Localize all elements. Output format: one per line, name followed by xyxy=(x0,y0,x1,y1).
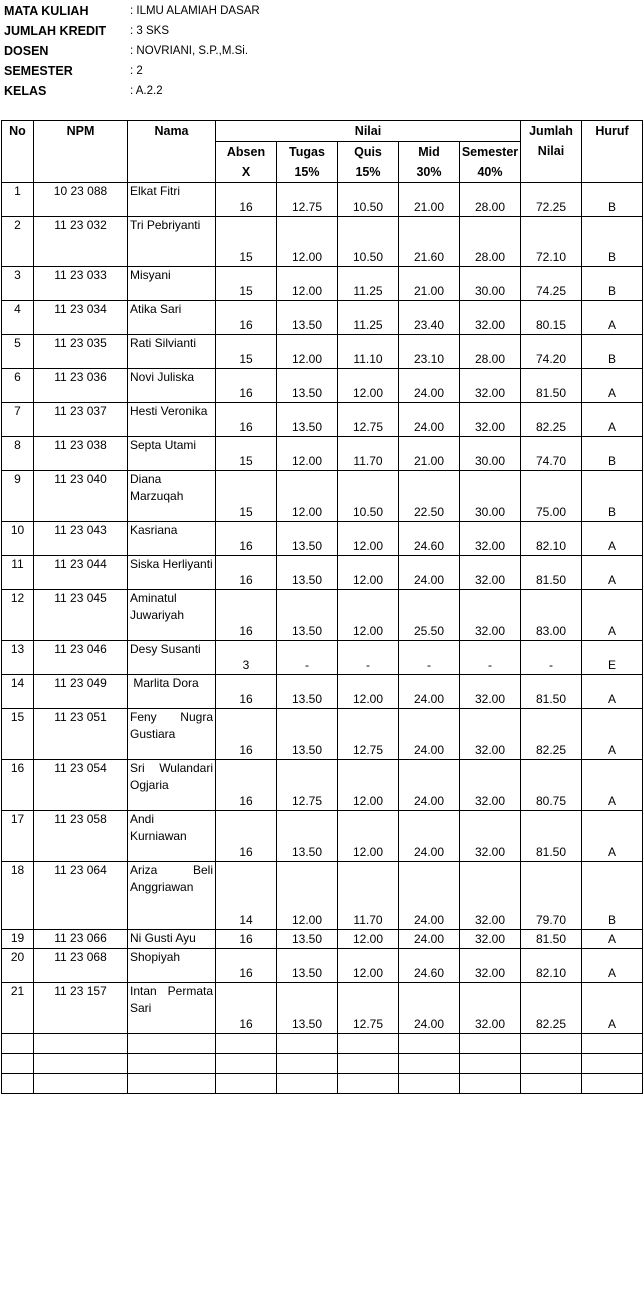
tugas-value: 13.50 xyxy=(277,983,338,1034)
mid-value: 25.50 xyxy=(399,590,460,641)
tugas-value: 13.50 xyxy=(277,949,338,983)
huruf-value: A xyxy=(582,556,643,590)
tugas-value: 13.50 xyxy=(277,930,338,949)
jumlah-nilai-value: 81.50 xyxy=(521,811,582,862)
info-value: : A.2.2 xyxy=(130,85,163,97)
tugas-value: 13.50 xyxy=(277,522,338,556)
row-number: 4 xyxy=(2,301,34,335)
absen-value: 15 xyxy=(216,437,277,471)
header-line: Absen xyxy=(226,145,266,159)
quis-value: 11.70 xyxy=(338,437,399,471)
npm-cell: 11 23 034 xyxy=(34,301,128,335)
student-name: Aminatul Juwariyah xyxy=(128,590,216,641)
table-row xyxy=(2,675,643,709)
grade-rows xyxy=(2,183,643,1094)
student-name: Ni Gusti Ayu xyxy=(128,930,216,949)
semester-value: 32.00 xyxy=(460,522,521,556)
tugas-value: 13.50 xyxy=(277,556,338,590)
student-name: Desy Susanti xyxy=(128,641,216,675)
student-name: Sri Wulandari Ogjaria xyxy=(128,760,216,811)
table-row xyxy=(2,522,643,556)
table-row xyxy=(2,217,643,267)
jumlah-nilai-value: 74.70 xyxy=(521,437,582,471)
header-line: Mid xyxy=(418,145,440,159)
tugas-value: 13.50 xyxy=(277,301,338,335)
quis-value: 11.25 xyxy=(338,301,399,335)
quis-value: 10.50 xyxy=(338,217,399,267)
table-row xyxy=(2,949,643,983)
row-number: 18 xyxy=(2,862,34,930)
absen-value: 16 xyxy=(216,983,277,1034)
row-number: 10 xyxy=(2,522,34,556)
absen-value: 15 xyxy=(216,217,277,267)
header-line: 30% xyxy=(416,165,442,179)
quis-value: 11.25 xyxy=(338,267,399,301)
info-label: JUMLAH KREDIT xyxy=(4,24,107,38)
student-name: Misyani xyxy=(128,267,216,301)
huruf-value: B xyxy=(582,471,643,522)
student-name: Intan Permata Sari xyxy=(128,983,216,1034)
tugas-value: 13.50 xyxy=(277,403,338,437)
student-name: Ariza Beli Anggriawan xyxy=(128,862,216,930)
col-header-no: No xyxy=(2,121,34,183)
header-line: Jumlah xyxy=(529,124,573,138)
jumlah-nilai-value: 82.25 xyxy=(521,709,582,760)
row-number: 14 xyxy=(2,675,34,709)
row-number: 12 xyxy=(2,590,34,641)
semester-value: 32.00 xyxy=(460,811,521,862)
table-row xyxy=(2,301,643,335)
tugas-value: 13.50 xyxy=(277,811,338,862)
jumlah-nilai-value: 81.50 xyxy=(521,930,582,949)
npm-cell: 11 23 058 xyxy=(34,811,128,862)
row-number: 2 xyxy=(2,217,34,267)
mid-value: 24.60 xyxy=(399,949,460,983)
col-header-huruf: Huruf xyxy=(582,121,643,183)
row-number: 20 xyxy=(2,949,34,983)
col-header-jumlah-nilai xyxy=(521,121,582,183)
huruf-value: A xyxy=(582,369,643,403)
tugas-value: 12.00 xyxy=(277,335,338,369)
header-line: Nilai xyxy=(537,144,565,158)
mid-value: 24.00 xyxy=(399,811,460,862)
mid-value: 21.00 xyxy=(399,437,460,471)
col-header-quis xyxy=(338,142,399,183)
table-row xyxy=(2,403,643,437)
row-number: 9 xyxy=(2,471,34,522)
semester-value: 28.00 xyxy=(460,217,521,267)
tugas-value: 12.75 xyxy=(277,760,338,811)
mid-value: 24.00 xyxy=(399,403,460,437)
row-number: 5 xyxy=(2,335,34,369)
jumlah-nilai-value: 83.00 xyxy=(521,590,582,641)
npm-cell: 11 23 037 xyxy=(34,403,128,437)
table-row xyxy=(2,930,643,949)
jumlah-nilai-value: 80.15 xyxy=(521,301,582,335)
absen-value: 16 xyxy=(216,403,277,437)
tugas-value: 13.50 xyxy=(277,709,338,760)
header-line: X xyxy=(241,165,251,179)
col-header-tugas xyxy=(277,142,338,183)
tugas-value: 12.00 xyxy=(277,437,338,471)
npm-cell: 11 23 157 xyxy=(34,983,128,1034)
info-label: SEMESTER xyxy=(4,64,73,78)
tugas-value: 12.00 xyxy=(277,862,338,930)
mid-value: 21.60 xyxy=(399,217,460,267)
table-row xyxy=(2,641,643,675)
student-name: Andi Kurniawan xyxy=(128,811,216,862)
info-label: DOSEN xyxy=(4,44,49,58)
row-number: 1 xyxy=(2,183,34,217)
row-number: 8 xyxy=(2,437,34,471)
absen-value: 15 xyxy=(216,267,277,301)
quis-value: 11.70 xyxy=(338,862,399,930)
huruf-value: B xyxy=(582,862,643,930)
huruf-value: A xyxy=(582,983,643,1034)
npm-cell: 11 23 049 xyxy=(34,675,128,709)
huruf-value: A xyxy=(582,949,643,983)
quis-value: 12.00 xyxy=(338,760,399,811)
mid-value: 23.10 xyxy=(399,335,460,369)
student-name: Shopiyah xyxy=(128,949,216,983)
row-number: 17 xyxy=(2,811,34,862)
header-line: 15% xyxy=(355,165,381,179)
quis-value: 12.00 xyxy=(338,556,399,590)
semester-value: 32.00 xyxy=(460,675,521,709)
mid-value: 24.00 xyxy=(399,556,460,590)
row-number: 21 xyxy=(2,983,34,1034)
row-number: 6 xyxy=(2,369,34,403)
table-row xyxy=(2,556,643,590)
semester-value: 32.00 xyxy=(460,862,521,930)
huruf-value: A xyxy=(582,709,643,760)
npm-cell: 11 23 064 xyxy=(34,862,128,930)
semester-value: 32.00 xyxy=(460,556,521,590)
quis-value: 12.75 xyxy=(338,709,399,760)
jumlah-nilai-value: 82.25 xyxy=(521,983,582,1034)
quis-value: 11.10 xyxy=(338,335,399,369)
mid-value: 23.40 xyxy=(399,301,460,335)
mid-value: 21.00 xyxy=(399,183,460,217)
row-number: 7 xyxy=(2,403,34,437)
quis-value: 12.75 xyxy=(338,403,399,437)
huruf-value: A xyxy=(582,522,643,556)
semester-value: 32.00 xyxy=(460,709,521,760)
row-number: 16 xyxy=(2,760,34,811)
huruf-value: A xyxy=(582,811,643,862)
student-name: Hesti Veronika xyxy=(128,403,216,437)
npm-cell: 11 23 046 xyxy=(34,641,128,675)
absen-value: 16 xyxy=(216,709,277,760)
semester-value: 32.00 xyxy=(460,760,521,811)
npm-cell: 11 23 044 xyxy=(34,556,128,590)
absen-value: 16 xyxy=(216,590,277,641)
absen-value: 16 xyxy=(216,930,277,949)
info-value: : NOVRIANI, S.P.,M.Si. xyxy=(130,45,249,57)
table-row xyxy=(2,983,643,1034)
mid-value: 24.60 xyxy=(399,522,460,556)
absen-value: 16 xyxy=(216,760,277,811)
col-header-nama: Nama xyxy=(128,121,216,183)
col-header-mid xyxy=(399,142,460,183)
mid-value: - xyxy=(399,641,460,675)
row-number: 11 xyxy=(2,556,34,590)
huruf-value: A xyxy=(582,760,643,811)
semester-value: 32.00 xyxy=(460,930,521,949)
semester-value: 28.00 xyxy=(460,335,521,369)
semester-value: 32.00 xyxy=(460,949,521,983)
mid-value: 24.00 xyxy=(399,709,460,760)
mid-value: 24.00 xyxy=(399,369,460,403)
header-line: 15% xyxy=(294,165,320,179)
npm-cell: 11 23 066 xyxy=(34,930,128,949)
absen-value: 15 xyxy=(216,335,277,369)
npm-cell: 11 23 045 xyxy=(34,590,128,641)
col-header-semester xyxy=(460,142,521,183)
table-row xyxy=(2,267,643,301)
semester-value: 32.00 xyxy=(460,403,521,437)
huruf-value: A xyxy=(582,675,643,709)
row-number: 3 xyxy=(2,267,34,301)
npm-cell: 11 23 054 xyxy=(34,760,128,811)
npm-cell: 11 23 068 xyxy=(34,949,128,983)
huruf-value: B xyxy=(582,183,643,217)
npm-cell: 11 23 038 xyxy=(34,437,128,471)
tugas-value: 12.00 xyxy=(277,217,338,267)
col-header-npm: NPM xyxy=(34,121,128,183)
tugas-value: 13.50 xyxy=(277,590,338,641)
jumlah-nilai-value: 72.25 xyxy=(521,183,582,217)
mid-value: 24.00 xyxy=(399,862,460,930)
semester-value: 32.00 xyxy=(460,301,521,335)
huruf-value: B xyxy=(582,335,643,369)
student-name: Diana Marzuqah xyxy=(128,471,216,522)
quis-value: 12.75 xyxy=(338,983,399,1034)
tugas-value: 13.50 xyxy=(277,369,338,403)
table-row xyxy=(2,369,643,403)
row-number: 13 xyxy=(2,641,34,675)
absen-value: 16 xyxy=(216,522,277,556)
student-name: Atika Sari xyxy=(128,301,216,335)
grades-table xyxy=(1,120,643,1094)
table-row xyxy=(2,335,643,369)
npm-cell: 11 23 033 xyxy=(34,267,128,301)
jumlah-nilai-value: 79.70 xyxy=(521,862,582,930)
semester-value: 32.00 xyxy=(460,983,521,1034)
mid-value: 21.00 xyxy=(399,267,460,301)
quis-value: 10.50 xyxy=(338,471,399,522)
table-row xyxy=(2,471,643,522)
mid-value: 24.00 xyxy=(399,760,460,811)
header-line: Tugas xyxy=(289,145,325,159)
table-row xyxy=(2,760,643,811)
table-row xyxy=(2,590,643,641)
jumlah-nilai-value: 82.10 xyxy=(521,949,582,983)
quis-value: 12.00 xyxy=(338,675,399,709)
absen-value: 16 xyxy=(216,949,277,983)
mid-value: 24.00 xyxy=(399,930,460,949)
col-header-absen xyxy=(216,142,277,183)
jumlah-nilai-value: 80.75 xyxy=(521,760,582,811)
student-name: Rati Silvianti xyxy=(128,335,216,369)
empty-row xyxy=(2,1034,643,1054)
npm-cell: 10 23 088 xyxy=(34,183,128,217)
absen-value: 16 xyxy=(216,556,277,590)
jumlah-nilai-value: 82.25 xyxy=(521,403,582,437)
tugas-value: 13.50 xyxy=(277,675,338,709)
header-line: 40% xyxy=(477,165,503,179)
absen-value: 16 xyxy=(216,183,277,217)
quis-value: 12.00 xyxy=(338,949,399,983)
empty-row xyxy=(2,1074,643,1094)
jumlah-nilai-value: 81.50 xyxy=(521,556,582,590)
table-row xyxy=(2,709,643,760)
jumlah-nilai-value: 74.20 xyxy=(521,335,582,369)
quis-value: 12.00 xyxy=(338,590,399,641)
huruf-value: B xyxy=(582,437,643,471)
table-row xyxy=(2,183,643,217)
absen-value: 14 xyxy=(216,862,277,930)
info-label: MATA KULIAH xyxy=(4,4,89,18)
huruf-value: A xyxy=(582,301,643,335)
empty-row xyxy=(2,1054,643,1074)
absen-value: 16 xyxy=(216,301,277,335)
info-label: KELAS xyxy=(4,84,47,98)
npm-cell: 11 23 043 xyxy=(34,522,128,556)
semester-value: 30.00 xyxy=(460,267,521,301)
npm-cell: 11 23 032 xyxy=(34,217,128,267)
huruf-value: B xyxy=(582,267,643,301)
mid-value: 24.00 xyxy=(399,983,460,1034)
semester-value: 28.00 xyxy=(460,183,521,217)
mid-value: 22.50 xyxy=(399,471,460,522)
row-number: 15 xyxy=(2,709,34,760)
quis-value: 12.00 xyxy=(338,811,399,862)
student-name: Siska Herliyanti xyxy=(128,556,216,590)
semester-value: 30.00 xyxy=(460,471,521,522)
jumlah-nilai-value: 81.50 xyxy=(521,369,582,403)
row-number: 19 xyxy=(2,930,34,949)
npm-cell: 11 23 051 xyxy=(34,709,128,760)
header-line: Quis xyxy=(354,145,382,159)
info-value: : 3 SKS xyxy=(130,25,169,37)
tugas-value: 12.00 xyxy=(277,267,338,301)
quis-value: 10.50 xyxy=(338,183,399,217)
quis-value: 12.00 xyxy=(338,930,399,949)
semester-value: 30.00 xyxy=(460,437,521,471)
npm-cell: 11 23 040 xyxy=(34,471,128,522)
jumlah-nilai-value: - xyxy=(521,641,582,675)
info-value: : ILMU ALAMIAH DASAR xyxy=(130,5,260,17)
header-line: Semester xyxy=(461,145,519,159)
jumlah-nilai-value: 82.10 xyxy=(521,522,582,556)
semester-value: - xyxy=(460,641,521,675)
col-header-nilai: Nilai xyxy=(216,121,521,142)
quis-value: 12.00 xyxy=(338,522,399,556)
info-value: : 2 xyxy=(130,65,143,77)
header-row xyxy=(2,121,643,142)
table-row xyxy=(2,437,643,471)
student-name: Septa Utami xyxy=(128,437,216,471)
student-name: Tri Pebriyanti xyxy=(128,217,216,267)
huruf-value: A xyxy=(582,403,643,437)
jumlah-nilai-value: 72.10 xyxy=(521,217,582,267)
absen-value: 15 xyxy=(216,471,277,522)
jumlah-nilai-value: 74.25 xyxy=(521,267,582,301)
absen-value: 3 xyxy=(216,641,277,675)
semester-value: 32.00 xyxy=(460,369,521,403)
tugas-value: - xyxy=(277,641,338,675)
student-name: Kasriana xyxy=(128,522,216,556)
quis-value: 12.00 xyxy=(338,369,399,403)
student-name: Elkat Fitri xyxy=(128,183,216,217)
jumlah-nilai-value: 81.50 xyxy=(521,675,582,709)
quis-value: - xyxy=(338,641,399,675)
table-row xyxy=(2,811,643,862)
huruf-value: B xyxy=(582,217,643,267)
huruf-value: A xyxy=(582,930,643,949)
tugas-value: 12.75 xyxy=(277,183,338,217)
absen-value: 16 xyxy=(216,369,277,403)
jumlah-nilai-value: 75.00 xyxy=(521,471,582,522)
table-row xyxy=(2,862,643,930)
student-name: Feny Nugra Gustiara xyxy=(128,709,216,760)
absen-value: 16 xyxy=(216,811,277,862)
huruf-value: E xyxy=(582,641,643,675)
semester-value: 32.00 xyxy=(460,590,521,641)
student-name: Novi Juliska xyxy=(128,369,216,403)
mid-value: 24.00 xyxy=(399,675,460,709)
npm-cell: 11 23 035 xyxy=(34,335,128,369)
absen-value: 16 xyxy=(216,675,277,709)
student-name: Marlita Dora xyxy=(128,675,216,709)
tugas-value: 12.00 xyxy=(277,471,338,522)
npm-cell: 11 23 036 xyxy=(34,369,128,403)
huruf-value: A xyxy=(582,590,643,641)
